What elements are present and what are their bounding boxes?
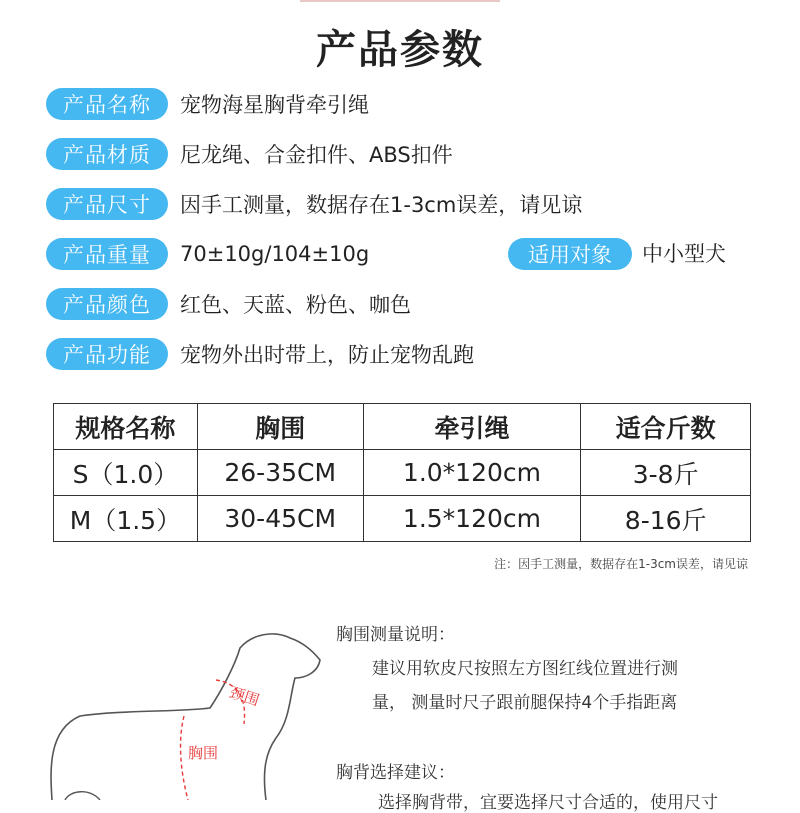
param-label: 产品尺寸: [46, 188, 168, 220]
table-cell: 3-8斤: [581, 450, 751, 496]
table-header: 胸围: [197, 404, 363, 450]
table-header: 牵引绳: [363, 404, 581, 450]
dog-leg-outline: [65, 792, 100, 800]
target-label: 适用对象: [508, 238, 632, 270]
param-row-size: [46, 188, 582, 220]
neck-label: 颈围: [227, 683, 262, 710]
chest-label: 胸围: [188, 744, 219, 762]
param-row-color: [46, 288, 411, 320]
table-header-row: [54, 404, 751, 450]
table-cell: M（1.5）: [54, 496, 198, 542]
choose-title: 胸背选择建议：: [336, 763, 455, 783]
chest-measure-line: 建议用软皮尺按照左方图红线位置进行测: [372, 659, 678, 679]
param-value: 70±10g/104±10g: [180, 242, 370, 266]
table-cell: S（1.0）: [54, 450, 198, 496]
param-value: 尼龙绳、合金扣件、ABS扣件: [180, 143, 453, 167]
table-cell: 8-16斤: [581, 496, 751, 542]
table-cell: 1.0*120cm: [363, 450, 581, 496]
table-cell: 30-45CM: [197, 496, 363, 542]
table-cell: 26-35CM: [197, 450, 363, 496]
param-value: 因手工测量，数据存在1-3cm误差，请见谅: [180, 193, 583, 217]
dog-outline: [51, 634, 320, 800]
param-value: 宠物海星胸背牵引绳: [180, 93, 369, 117]
table-header: 适合斤数: [581, 404, 751, 450]
param-label: 产品材质: [46, 138, 168, 170]
chest-guide-line: [181, 716, 188, 800]
param-row-function: [46, 338, 474, 370]
spec-table: [53, 403, 751, 542]
param-label: 产品功能: [46, 338, 168, 370]
param-row-name: [46, 88, 369, 120]
table-header: 规格名称: [54, 404, 198, 450]
choose-line: 选择胸背带，宜要选择尺寸合适的，使用尺寸: [378, 793, 718, 813]
dog-measure-diagram: [40, 620, 340, 800]
table-note: 注：因手工测量，数据存在1-3cm误差，请见谅: [494, 557, 748, 571]
table-row: [54, 450, 751, 496]
page-title: 产品参数: [316, 27, 484, 73]
param-row-material: [46, 138, 453, 170]
param-label: 产品重量: [46, 238, 168, 270]
top-accent-line: [300, 0, 500, 2]
chest-measure-title: 胸围测量说明：: [336, 625, 455, 645]
table-row: [54, 496, 751, 542]
param-label: 产品名称: [46, 88, 168, 120]
param-value: 红色、天蓝、粉色、咖色: [180, 293, 411, 317]
param-label: 产品颜色: [46, 288, 168, 320]
target-value: 中小型犬: [642, 242, 726, 266]
table-cell: 1.5*120cm: [363, 496, 581, 542]
param-row-weight: [46, 238, 369, 270]
chest-measure-line: 量， 测量时尺子跟前腿保持4个手指距离: [372, 693, 678, 713]
param-value: 宠物外出时带上，防止宠物乱跑: [180, 343, 474, 367]
